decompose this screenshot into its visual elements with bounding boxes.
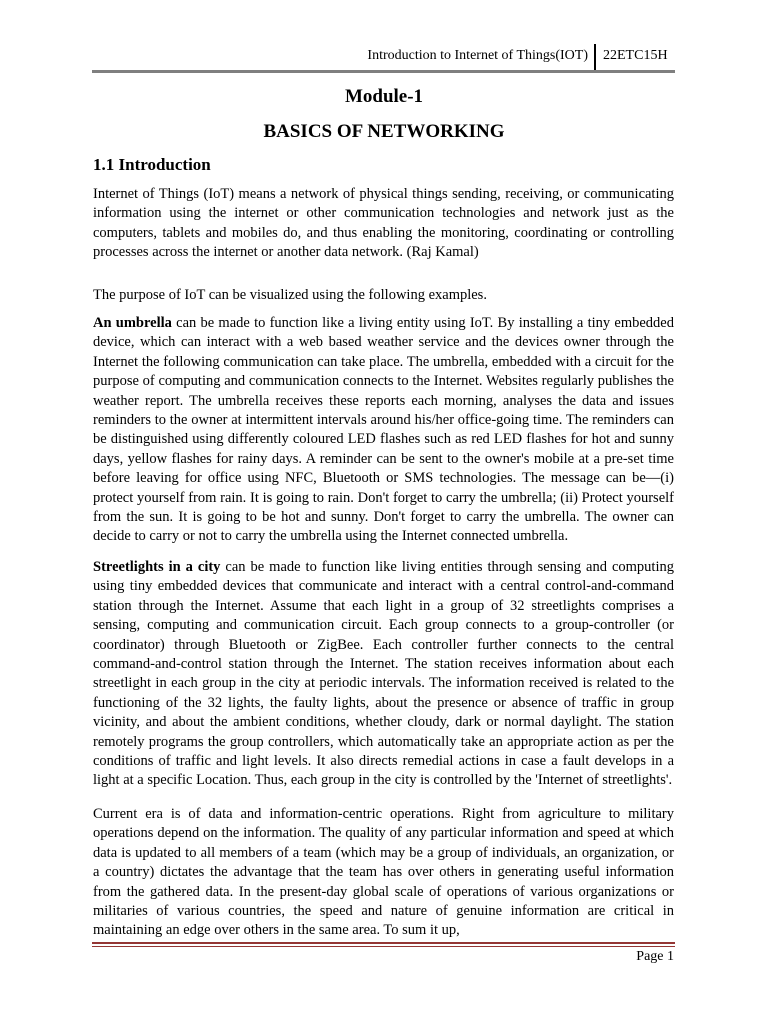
header-divider — [594, 44, 596, 71]
current-era-paragraph: Current era is of data and information-centric operations. Right from agriculture to military operations depend on the information. The quality of any particular information and speed at which data is updated to all members of a team (which may be a group of individuals, an organization, or a country) dictates the advantage that the team has over others in generating useful information from the gathered data. In the present-day global scale of operations of various organizations or militaries of various countries, the speed and nature of genuine information are critical in maintaining an edge over others in the same area. To sum it up, — [93, 806, 674, 939]
intro-paragraph: Internet of Things (IoT) means a network of physical things sending, receiving, or communicating information using the internet or other communication technologies and network just as the computers, tablets and mobiles do, and thus enabling the monitoring, coordinating or controlling processes across the internet or another data network. (Raj Kamal) — [93, 186, 674, 261]
header-rule — [92, 70, 675, 73]
page-header — [92, 44, 675, 72]
footer-rule — [92, 942, 675, 944]
purpose-paragraph: The purpose of IoT can be visualized using the following examples. — [93, 287, 487, 303]
umbrella-text: can be made to function like a living entity using IoT. By installing a tiny embedded device, which can interact with a web based weather service and the devices owner through the Internet the following communication can take place. The umbrella, embedded with a circuit for the purpose of computing and communication connects to the Internet. Websites regularly publishes the weather report. The umbrella receives these reports each morning, analyses the data and issues reminders to the owner at intermittent intervals around his/her office-going time. The reminders can be distinguished using differently coloured LED flashes such as red LED flashes for hot and sunny days, yellow flashes for rainy days. A reminder can be sent to the owner's mobile at a pre-set time before leaving for office using NFC, Bluetooth or SMS technologies. The message can be—(i) protect yourself from rain. It is going to rain. Don't forget to carry the umbrella; (ii) Protect yourself from the sun. It is going to be hot and sunny. Don't forget to carry the umbrella. The owner can decide to carry or not to carry the umbrella using the Internet connected umbrella. — [93, 315, 674, 545]
streetlights-lead: Streetlights in a city — [93, 559, 221, 575]
footer-rule-thin — [92, 946, 675, 947]
chapter-title: BASICS OF NETWORKING — [263, 121, 505, 142]
page-number: Page 1 — [636, 949, 674, 964]
umbrella-lead: An umbrella — [93, 315, 172, 331]
section-heading: 1.1 Introduction — [93, 155, 211, 174]
streetlights-text: can be made to function like living entities through sensing and computing using tiny embedded devices that communicate and interact with a central control-and-command station through the Internet. Assume that each light in a group of 32 streetlights comprises a sensing, computing and communication circuit. Each group connects to a group-controller (or coordinator) through Bluetooth or ZigBee. Each controller further connects to the central command-and-control station through the Internet. The station receives information about each streetlight in each group in the city at periodic intervals. The information received is related to the functioning of the 32 lights, the faulty lights, about the presence or absence of traffic in group vicinity, and about the ambient conditions, whether cloudy, dark or normal daylight. The station remotely programs the group controllers, which automatically take an appropriate action as per the conditions of traffic and light levels. It also directs remedial actions in case a fault develops in a light at a specific Location. Thus, each group in the city is controlled by the 'Internet of streetlights'. — [93, 559, 674, 789]
course-code: 22ETC15H — [603, 48, 668, 63]
course-title: Introduction to Internet of Things(IOT) — [367, 48, 588, 63]
umbrella-paragraph — [93, 314, 674, 547]
module-title: Module-1 — [344, 86, 424, 107]
streetlights-paragraph — [93, 558, 674, 791]
